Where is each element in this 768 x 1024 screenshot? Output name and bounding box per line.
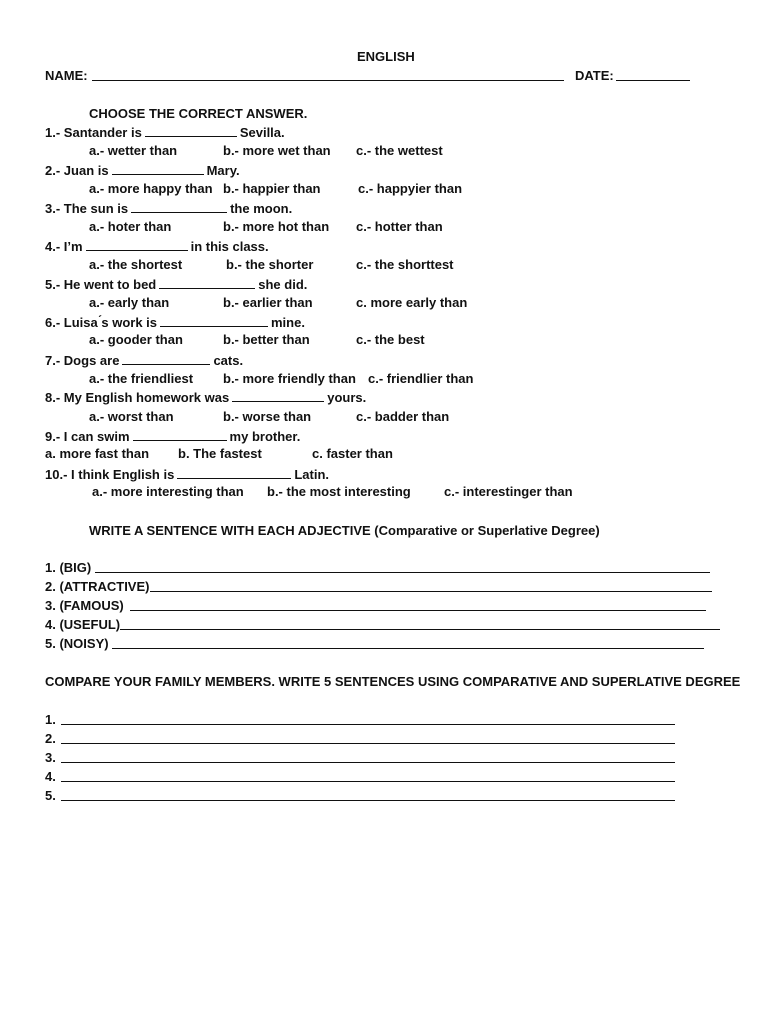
option-b[interactable]: b. The fastest xyxy=(178,446,262,461)
question-3 xyxy=(45,198,292,217)
adjective-label: 1. (BIG) xyxy=(45,560,92,575)
question-6 xyxy=(45,312,305,331)
name-label: NAME: xyxy=(45,68,88,83)
option-a[interactable]: a.- the friendliest xyxy=(89,371,194,386)
answer-blank[interactable] xyxy=(160,312,268,327)
option-b[interactable]: b.- worse than xyxy=(223,409,312,424)
family-sentence-item xyxy=(45,767,56,786)
section3-instruction: COMPARE YOUR FAMILY MEMBERS. WRITE 5 SENTENCES USING COMPARATIVE AND SUPERLATIVE DEGREE xyxy=(45,674,741,689)
answer-blank[interactable] xyxy=(122,350,210,365)
answer-blank[interactable] xyxy=(133,426,227,441)
option-b[interactable]: b.- the most interesting xyxy=(267,484,411,499)
option-a[interactable]: a.- more happy than xyxy=(89,181,213,196)
family-sentence-item xyxy=(45,748,56,767)
adjective-item xyxy=(45,577,149,596)
option-a[interactable]: a.- hoter than xyxy=(89,219,172,234)
sentence-line[interactable] xyxy=(95,558,710,573)
page-title: ENGLISH xyxy=(357,49,415,64)
question-text-after: Mary. xyxy=(206,163,240,178)
option-a[interactable]: a.- more interesting than xyxy=(92,484,244,499)
option-c[interactable]: c.- happyier than xyxy=(358,181,463,196)
question-number: 3.- xyxy=(45,201,61,216)
option-b[interactable]: b.- more wet than xyxy=(223,143,331,158)
sentence-line[interactable] xyxy=(120,615,720,630)
date-label: DATE: xyxy=(575,68,614,83)
options-row xyxy=(0,330,768,349)
question-number: 6.- xyxy=(45,315,61,330)
options-row xyxy=(0,369,768,388)
answer-blank[interactable] xyxy=(145,122,237,137)
options-row xyxy=(0,217,768,236)
question-text-before: I’m xyxy=(63,239,83,254)
question-10 xyxy=(45,464,329,483)
question-number: 4.- xyxy=(45,239,61,254)
sentence-line[interactable] xyxy=(61,786,675,801)
question-text-before: Juan is xyxy=(63,163,109,178)
question-text-before: Luisa ́s work is xyxy=(63,315,157,330)
date-row xyxy=(575,66,614,85)
option-a[interactable]: a. more fast than xyxy=(45,446,150,461)
sentence-line[interactable] xyxy=(61,767,675,782)
adjective-item xyxy=(45,558,91,577)
question-text-before: Santander is xyxy=(63,125,142,140)
question-number: 8.- xyxy=(45,390,61,405)
date-field[interactable] xyxy=(616,66,690,81)
option-c[interactable]: c.- the best xyxy=(356,332,425,347)
item-number: 5. xyxy=(45,788,56,803)
adjective-item xyxy=(45,596,124,615)
answer-blank[interactable] xyxy=(232,387,324,402)
item-number: 4. xyxy=(45,769,56,784)
adjective-label: 4. (USEFUL) xyxy=(45,617,121,632)
adjective-label: 3. (FAMOUS) xyxy=(45,598,124,613)
option-a[interactable]: a.- gooder than xyxy=(89,332,183,347)
answer-blank[interactable] xyxy=(131,198,227,213)
question-2 xyxy=(45,160,240,179)
sentence-line[interactable] xyxy=(61,710,675,725)
option-a[interactable]: a.- the shortest xyxy=(89,257,183,272)
question-text-after: my brother. xyxy=(229,429,301,444)
option-a[interactable]: a.- worst than xyxy=(89,409,174,424)
option-b[interactable]: b.- better than xyxy=(223,332,310,347)
item-number: 3. xyxy=(45,750,56,765)
option-c[interactable]: c.- hotter than xyxy=(356,219,443,234)
option-a[interactable]: a.- wetter than xyxy=(89,143,178,158)
question-text-before: I can swim xyxy=(63,429,130,444)
question-number: 5.- xyxy=(45,277,61,292)
question-text-after: yours. xyxy=(327,390,367,405)
section2-instruction: WRITE A SENTENCE WITH EACH ADJECTIVE (Comparative or Superlative Degree) xyxy=(89,523,600,538)
question-1 xyxy=(45,122,285,141)
option-b[interactable]: b.- the shorter xyxy=(226,257,314,272)
question-text-after: cats. xyxy=(213,353,244,368)
answer-blank[interactable] xyxy=(177,464,291,479)
question-number: 7.- xyxy=(45,353,61,368)
option-c[interactable]: c.- the wettest xyxy=(356,143,443,158)
answer-blank[interactable] xyxy=(159,274,255,289)
question-text-before: Dogs are xyxy=(63,353,120,368)
options-row xyxy=(0,179,768,198)
adjective-label: 2. (ATTRACTIVE) xyxy=(45,579,150,594)
options-row xyxy=(0,293,768,312)
item-number: 2. xyxy=(45,731,56,746)
options-row xyxy=(0,141,768,160)
option-b[interactable]: b.- earlier than xyxy=(223,295,313,310)
question-number: 9.- xyxy=(45,429,61,444)
sentence-line[interactable] xyxy=(130,596,706,611)
options-row xyxy=(0,407,768,426)
question-text-after: she did. xyxy=(258,277,308,292)
option-b[interactable]: b.- happier than xyxy=(223,181,321,196)
question-number: 10.- xyxy=(45,467,68,482)
answer-blank[interactable] xyxy=(112,160,204,175)
question-text-before: The sun is xyxy=(63,201,129,216)
question-number: 2.- xyxy=(45,163,61,178)
option-c[interactable]: c.- the shorttest xyxy=(356,257,454,272)
family-sentence-item xyxy=(45,786,56,805)
section1-instruction: CHOOSE THE CORRECT ANSWER. xyxy=(89,106,308,121)
sentence-line[interactable] xyxy=(150,577,712,592)
name-field[interactable] xyxy=(92,66,564,81)
question-number: 1.- xyxy=(45,125,61,140)
question-text-after: mine. xyxy=(271,315,305,330)
question-7 xyxy=(45,350,243,369)
adjective-item xyxy=(45,615,120,634)
question-text-before: My English homework was xyxy=(63,390,230,405)
name-row xyxy=(45,66,88,85)
sentence-line[interactable] xyxy=(61,748,675,763)
option-c[interactable]: c. more early than xyxy=(356,295,468,310)
question-8 xyxy=(45,387,366,406)
family-sentence-item xyxy=(45,710,56,729)
question-text-after: Latin. xyxy=(294,467,329,482)
question-5 xyxy=(45,274,307,293)
question-text-before: I think English is xyxy=(71,467,175,482)
adjective-label: 5. (NOISY) xyxy=(45,636,109,651)
family-sentence-item xyxy=(45,729,56,748)
option-c[interactable]: c.- friendlier than xyxy=(368,371,474,386)
question-text-after: in this class. xyxy=(190,239,269,254)
question-9 xyxy=(45,426,300,445)
question-text-after: the moon. xyxy=(230,201,293,216)
options-row xyxy=(0,255,768,274)
option-a[interactable]: a.- early than xyxy=(89,295,170,310)
option-c[interactable]: c.- interestinger than xyxy=(444,484,573,499)
option-c[interactable]: c.- badder than xyxy=(356,409,450,424)
item-number: 1. xyxy=(45,712,56,727)
sentence-line[interactable] xyxy=(61,729,675,744)
question-4 xyxy=(45,236,269,255)
question-text-before: He went to bed xyxy=(63,277,157,292)
adjective-item xyxy=(45,634,109,653)
option-b[interactable]: b.- more friendly than xyxy=(223,371,356,386)
options-row xyxy=(0,482,768,501)
options-row xyxy=(0,444,768,463)
option-b[interactable]: b.- more hot than xyxy=(223,219,330,234)
question-text-after: Sevilla. xyxy=(239,125,285,140)
option-c[interactable]: c. faster than xyxy=(312,446,393,461)
answer-blank[interactable] xyxy=(86,236,188,251)
sentence-line[interactable] xyxy=(112,634,704,649)
